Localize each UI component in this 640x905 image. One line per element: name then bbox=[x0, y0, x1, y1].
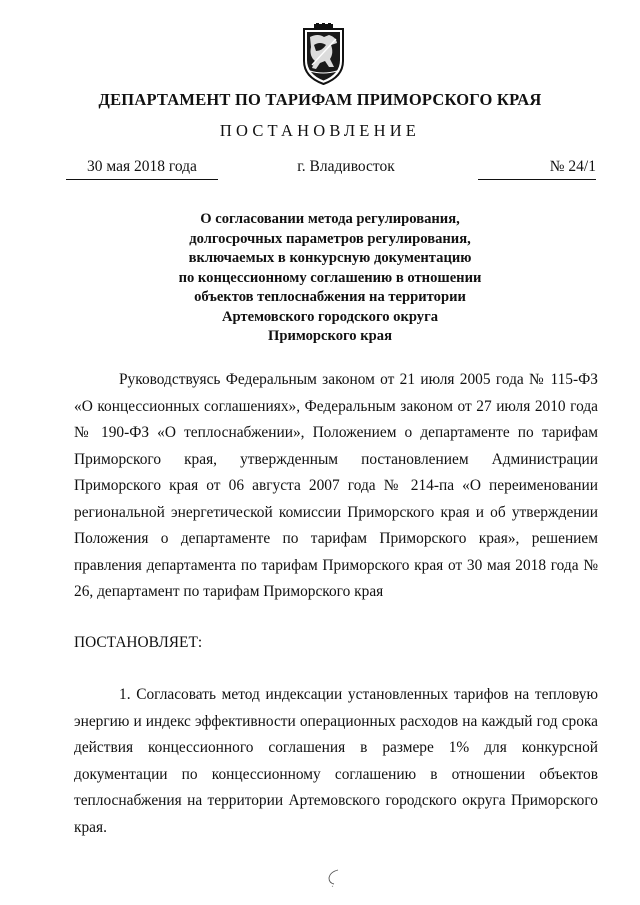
subject-line: объектов теплоснабжения на территории bbox=[194, 289, 466, 305]
subject-line: О согласовании метода регулирования, bbox=[200, 211, 460, 227]
department-title: ДЕПАРТАМЕНТ ПО ТАРИФАМ ПРИМОРСКОГО КРАЯ bbox=[98, 90, 542, 109]
document-number: № 24/1 bbox=[478, 158, 596, 180]
clause-1-paragraph: 1. Согласовать метод индексации установленных тарифов на тепловую энергию и индекс эффективности операционных расходов на каждый год срока действия концессионного соглашения в размере 1% для конкурсной документации по концессионному соглашению в отношении объектов теплоснабжения на территории Артемовского городского округа Приморского края. bbox=[74, 686, 598, 836]
resolves-heading: ПОСТАНОВЛЯЕТ: bbox=[74, 634, 203, 651]
document-type: ПОСТАНОВЛЕНИЕ bbox=[219, 121, 421, 140]
coat-of-arms-icon bbox=[296, 23, 351, 86]
document-date: 30 мая 2018 года bbox=[66, 158, 218, 180]
subject-line: включаемых в конкурсную документацию bbox=[188, 250, 472, 266]
pen-mark bbox=[322, 866, 344, 888]
emblem bbox=[296, 23, 351, 86]
subject-line: по концессионному соглашению в отношении bbox=[178, 269, 482, 286]
subject-line: Артемовского городского округа bbox=[221, 308, 439, 325]
preamble-paragraph: Руководствуясь Федеральным законом от 21 июля 2005 года № 115-ФЗ «О концессионных соглашениях», Федеральным законом от 27 июля 2010 года № 190-ФЗ «О теплоснабжении», Положением о департаменте по тарифам Приморского края, утвержденным постановлением Администрации Приморского края от 06 августа 2007 года № 214-па «О переименовании региональной энергетической комиссии Приморского края и об утверждении Положения о департаменте по тарифам Приморского края», решением правления департамента по тарифам Приморского края от 30 мая 2018 года № 26, департамент по тарифам Приморского края bbox=[74, 371, 598, 600]
subject-line: долгосрочных параметров регулирования, bbox=[189, 230, 471, 247]
subject-line: Приморского края bbox=[268, 328, 392, 344]
document-city: г. Владивосток bbox=[297, 158, 395, 175]
document-subject bbox=[140, 210, 520, 347]
